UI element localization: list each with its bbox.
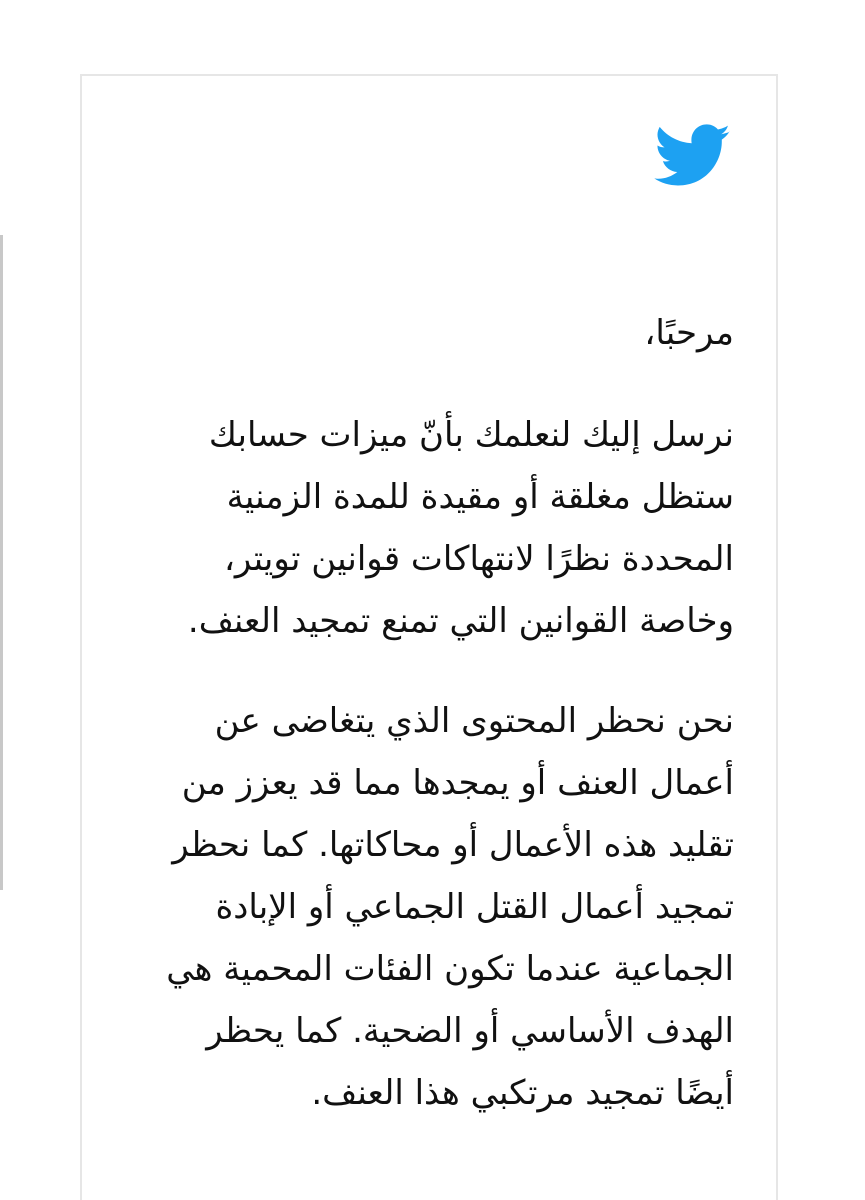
paragraph-policy-explanation: نحن نحظر المحتوى الذي يتغاضى عن أعمال العنف أو يمجدها مما قد يعزز من تقليد هذه الأعمال أو محاكاتها. كما نحظر تمجيد أعمال القتل الجماعي أو الإبادة الجماعية عندما تكون الفئات المحمية هي الهدف الأساسي أو الضحية. كما يحظر أيضًا تمجيد مرتكبي هذا العنف. [166, 701, 734, 1113]
twitter-bird-icon [654, 124, 732, 188]
message-body [142, 302, 734, 1162]
email-card [80, 74, 778, 1200]
left-edge-bar [0, 235, 3, 890]
greeting-text: مرحبًا، [644, 313, 734, 353]
paragraph-restriction-notice: نرسل إليك لنعلمك بأنّ ميزات حسابك ستظل مغلقة أو مقيدة للمدة الزمنية المحددة نظرًا لانتهاكات قوانين تويتر، وخاصة القوانين التي تمنع تمجيد العنف. [187, 415, 734, 641]
